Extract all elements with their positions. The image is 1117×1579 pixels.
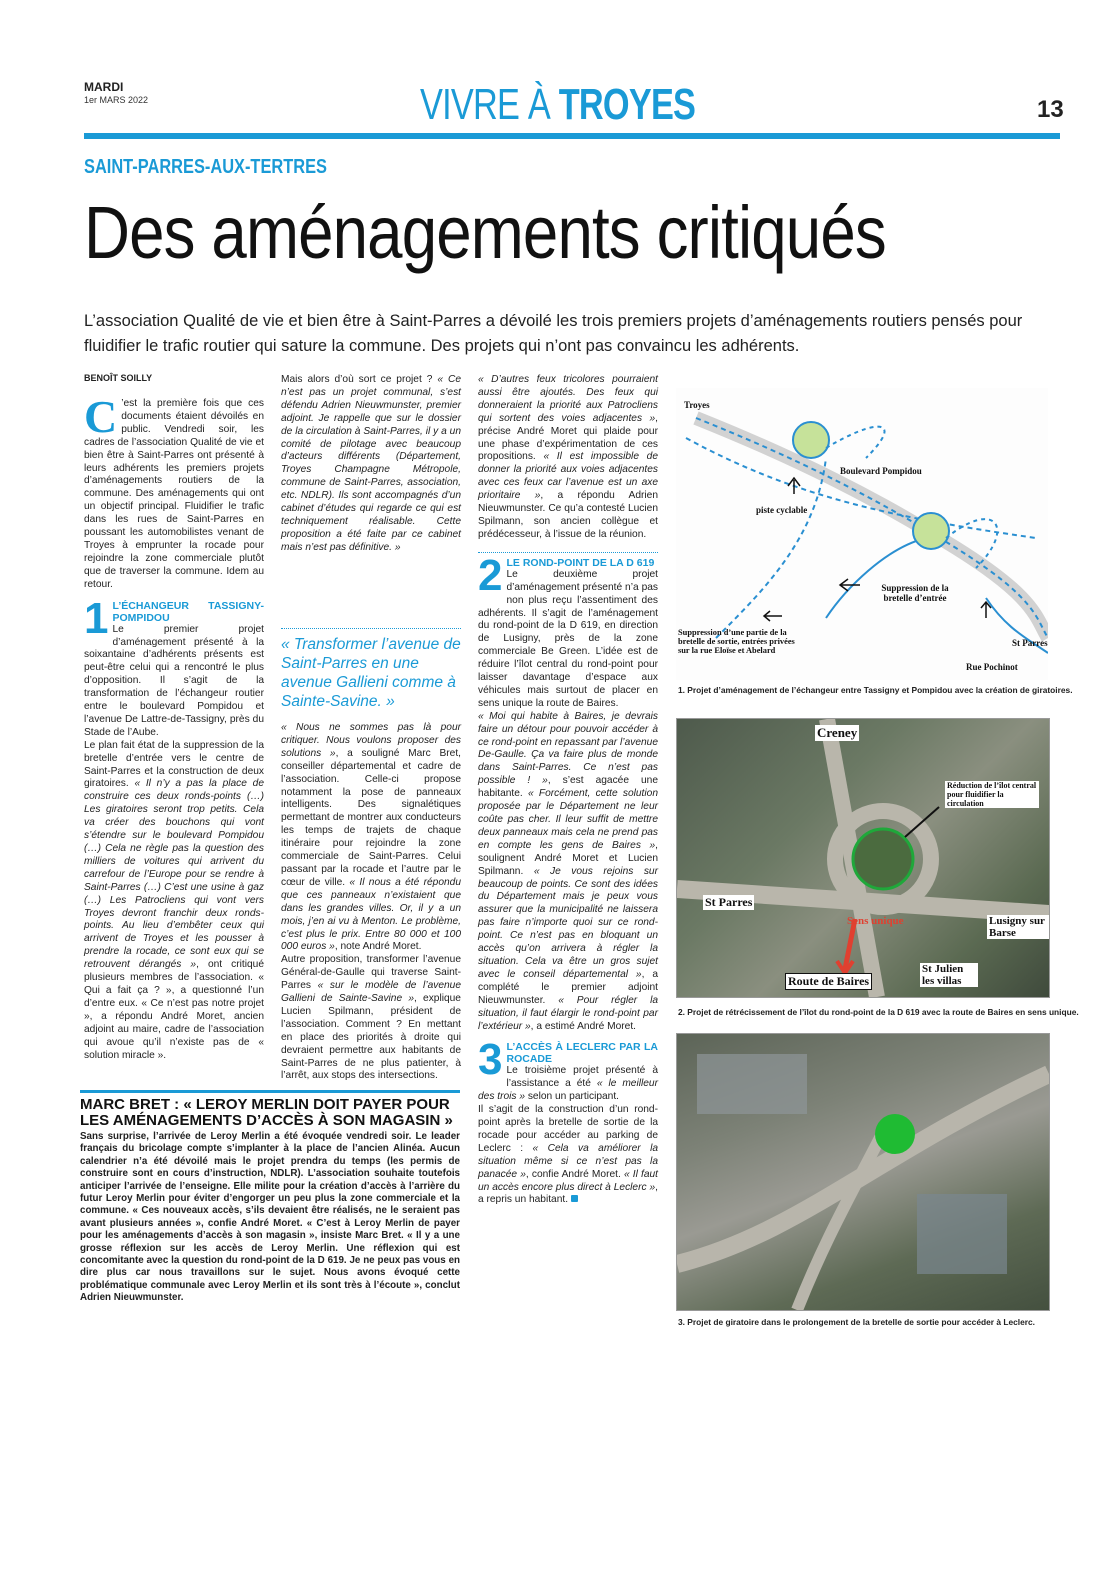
section-rubric	[420, 80, 695, 130]
rubric-city: TROYES	[558, 80, 696, 129]
section-2	[478, 552, 658, 1034]
section-3-number: 3	[478, 1035, 503, 1085]
paragraph-contestation: , a répondu Adrien Nieuwmunster. Ce qu’a contesté Lucien Spilmann, son ancien collègue et prédécesseur, à l’issue de la réunion.	[478, 490, 658, 540]
section-1-paragraph-1: Le premier projet d’aménagement présenté à la soixantaine d’adhérents présents est peut-être celui qui a rencontré le plus d’opposition. Il s’agit de la transformation de l’échangeur routier entre le boulevard Pompidou et l’avenue De Lattre-de-Tassigny, près du Stade de l’Aube.	[84, 623, 264, 738]
article-headline: Des aménagements critiqués	[84, 191, 886, 274]
section-2-quote-1: « Moi qui habite à Baires, je devrais faire un détour pour pouvoir accéder à ce rond-point en repassant par l’avenue De-Gaulle. Ça va faire plus de monde dans Saint-Parres. Ce n’est pas possible ! »	[478, 710, 658, 787]
paragraph-priorites: , explique Lucien Spilmann, président de l’association. Comment ? En mettant en place des priorités à droite qui devraient permettre aux habitants de Saint-Parres de ne plus patienter, à l’arrêt, aux stops des intersections.	[281, 993, 461, 1082]
photo-label-st-julien: St Julien les villas	[920, 963, 978, 987]
section-2-text-4: , a estimé André Moret.	[530, 1020, 636, 1032]
photo-label-creney: Creney	[817, 725, 858, 740]
quote-marc-bret: « Nous ne sommes pas là pour critiquer. Nous voulons proposer des solutions »	[281, 722, 461, 759]
photo-label-route-baires: Route de Baires	[785, 973, 872, 990]
section-3-title: L’ACCÈS À LECLERC PAR LA ROCADE	[506, 1041, 658, 1066]
issue-day: MARDI	[84, 80, 124, 94]
text-column-1	[84, 391, 264, 1062]
article-chapo: L’association Qualité de vie et bien être à Saint-Parres a dévoilé les trois premiers projets d’aménagements routiers pensés pour fluidifier le trafic routier qui sature la commune. Des projets qui n’ont pas convaincu les adhérents.	[84, 312, 1023, 355]
section-3-text-5: , a repris un habitant.	[478, 1181, 658, 1206]
sidebar-text: Sans surprise, l’arrivée de Leroy Merlin a été évoquée vendredi soir. Le leader français du bricolage compte s’implanter à la place de l’ancien Alinéa. Aucun calendrier n’a été dévoilé mais le projet prendra du temps (les permis de construire sont en cours d’instruction, NDLR). L’association souhaite toutefois anticiper l’arrivée de l’enseigne. Elle milite pour la création d’accès à l’arrière du futur Leroy Merlin pour éviter d’engorger un peu plus la zone commerciale et la commune. « Ces nouveaux accès, s’ils devaient être réalisés, ne le seraient pas avant plusieurs années », confie André Moret. « C’est à Leroy Merlin de payer pour les aménagements d’accès à son magasin », insiste Marc Bret. « Il y a une grosse réflexion sur les accès de Leroy Merlin. Une réflexion qui est concomitante avec la question du rond-point de la D 619. Je ne peux pas vous en dire plus car nous travaillons sur le sujet. Nous avons évoqué cette problématique communale avec Leroy Merlin et ils sont très à l’écoute », conclut Adrien Nieuwmunster.	[80, 1131, 460, 1304]
map-label-suppression-partie: Suppression d’une partie de la bretelle de sortie, entrées privées sur la rue Eloïse et Abelard	[678, 628, 795, 655]
section-1	[84, 593, 264, 1063]
map-label-boulevard: Boulevard Pompidou	[840, 466, 922, 476]
photo-label-reduction: Réduction de l’îlot central pour fluidifier la circulation	[945, 781, 1039, 808]
section-2-text-1: , s’est agacée une habitante.	[478, 775, 658, 800]
paragraph-note: , note André Moret.	[334, 941, 422, 953]
section-2-paragraph-1: Le deuxième projet d’aménagement présenté n’a pas non plus reçu l’assentiment des adhérents. Il s’agit de l’aménagement du rond-point de la D 619, en direction de Lusigny, près de la zone commerciale Be Green. L’idée est de réduire l’îlot central du rond-point pour laisser davantage d’espace aux véhicules mais surtout de placer en sens unique la route de Baires.	[478, 568, 658, 709]
section-2-number: 2	[478, 550, 503, 600]
section-3-text-4: , confie André Moret.	[525, 1168, 624, 1180]
section-2-text-2: , soulignent André Moret et Lucien Spilmann.	[478, 839, 658, 877]
map-label-suppression-entree: Suppression de la bretelle d’entrée	[881, 583, 949, 603]
article-kicker: SAINT-PARRES-AUX-TERTRES	[84, 156, 327, 178]
end-mark	[571, 1195, 578, 1202]
text-column-2	[281, 374, 461, 555]
section-2-quote-4: « Pour régler la situation, il faut élargir le rond-point par l’extérieur »	[478, 994, 658, 1032]
paragraph-autre-proposition: Autre proposition, transformer l’avenue Général-de-Gaulle qui traverse Saint-Parres	[281, 954, 461, 992]
page-number: 13	[1037, 96, 1064, 123]
section-2-quote-2: « Forcément, cette solution proposée par le Département ne leur coûte pas cher. Il leur suffit de mettre deux panneaux mais cela ne prend pas en compte les gens de Baires »	[478, 788, 658, 851]
section-2-text-3: , a complété le premier adjoint Nieuwmunster.	[478, 968, 658, 1006]
paragraph-experimentation: , précise André Moret qui plaide pour une phase d’expérimentation de ces propositions.	[478, 412, 658, 463]
section-1-paragraph-2a: Le plan fait état de la suppression de la bretelle d’entrée vers le centre de Saint-Parres et la construction de deux giratoires.	[84, 739, 264, 790]
section-2-title: LE ROND-POINT DE LA D 619	[506, 556, 655, 569]
section-3-quote-1: « le meilleur des trois »	[478, 1078, 658, 1103]
figure-2-aerial-photo	[676, 718, 1050, 998]
map-label-st-parres: St Parres	[1012, 638, 1048, 648]
section-1-title: L’ÉCHANGEUR TASSIGNY-POMPIDOU	[112, 599, 264, 624]
intro-paragraph: ’est la première fois que ces documents étaient dévoilés en public. Vendredi soir, les cadres de l’association Qualité de vie et bien être à Saint-Parres ont présenté à leurs adhérents les premiers projets d’aménagements routiers de la commune. Des aménagements qui ont un objectif principal. Fluidifier le trafic dans les rues de Saint-Parres en poussant les automobilistes venant de Troyes à emprunter la rocade pour rejoindre la zone commerciale plutôt que de traverser la commune. Idem au retour.	[84, 398, 264, 590]
quote-feux: « D’autres feux tricolores pourraient aussi être ajoutés. Des feux qui donneraient la priorité aux Patrocliens qui sortent des voies adjacentes »	[478, 374, 658, 424]
section-1-quote-2: « Ce n’est pas un projet communal, s’est défendu Adrien Nieuwmunster, premier adjoint. Je rappelle que sur le dossier de la circulation à Saint-Parres, il y a un comité de pilotage avec beaucoup d’acteurs différents (Département, Troyes Champagne Métropole, commune de Saint-Parres, association, etc. NDLR). Ils sont accompagnés d’un cabinet d’études qui regarde ce qui est techniquement réalisable. Cette proposition a été faite par ce cabinet mais n’est pas définitive. »	[281, 374, 461, 553]
issue-date: 1er MARS 2022	[84, 95, 149, 105]
section-1-paragraph-2c: , ont critiqué plusieurs membres de l’association. « Qui a fait ça ? », a questionné l’un d’entre eux. « Ce n’est pas notre projet », a répondu André Moret, ancien adjoint au maire, cadre de l’association qui avoue qu’il n’existe pas de « solution miracle ».	[84, 959, 264, 1061]
sidebar-box	[80, 1090, 460, 1305]
figure-2-caption: 2. Projet de rétrécissement de l’îlot du rond-point de la D 619 avec la route de Baires en sens unique.	[678, 1007, 1079, 1017]
sidebar-title: MARC BRET : « LEROY MERLIN DOIT PAYER POUR LES AMÉNAGEMENTS D’ACCÈS À SON MAGASIN »	[80, 1096, 453, 1129]
map-label-piste: piste cyclable	[756, 505, 808, 515]
photo-label-lusigny: Lusigny sur Barse	[987, 915, 1049, 939]
section-3-text-3: Il s’agit de la construction d’un rond-point après la bretelle de sortie de la rocade pour accéder au parking de Leclerc :	[478, 1104, 658, 1154]
pull-quote-text: « Transformer l’avenue de Saint-Parres en une avenue Gallieni comme à Sainte-Savine. »	[281, 636, 461, 710]
figure-1-caption: 1. Projet d’aménagement de l’échangeur entre Tassigny et Pompidou avec la création de giratoires.	[678, 685, 1073, 695]
section-3-text-1: Le troisième projet présenté à l’assistance a été	[506, 1065, 658, 1090]
map-label-troyes: Troyes	[684, 400, 710, 410]
figure-3-aerial-photo	[676, 1033, 1050, 1311]
quote-impossible: « Il est impossible de donner la priorité aux voies adjacentes avec ces feux car l’avenue est un axe prioritaire »	[478, 451, 658, 502]
map-label-rue-pochinot: Rue Pochinot	[966, 662, 1018, 672]
section-1-quote-1: « Il n’y a pas la place de construire ces deux ronds-points (…) Les giratoires seront trop petits. Cela va créer des bouchons qui vont s’étendre sur le boulevard Pompidou (…) Cela ne règle pas la question des milliers de voitures qui arrivent du carrefour de l’Europe pour se rendre à Saint-Parres (…) C’est une usine à gaz (…) Les Patrocliens qui vont vers Troyes devront franchir deux ronds-points. Au lieu d’embêter ceux qui arrivent de Troyes et les pousser à prendre la rocade, ce sont eux qui se retrouvent dérangés »	[84, 778, 264, 971]
header-rule	[84, 133, 1060, 139]
quote-gallieni: « sur le modèle de l’avenue Gallieni de Sainte-Savine »	[281, 980, 462, 1005]
rubric-prefix: VIVRE À	[420, 80, 550, 129]
photo-label-sens-unique: Sens unique	[847, 915, 904, 927]
section-3-quote-2: « Cela va améliorer la situation même si ce n’est pas la panacée »	[478, 1142, 658, 1180]
quote-menton: « Il nous a été répondu que ces panneaux n’existaient que dans les grandes villes. Or, il y a un mois, j’en ai vu à Menton. Le problème, c’est plus le prix. Entre 80 000 et 100 000 euros »	[281, 876, 461, 953]
section-2-quote-3: « Je vous rejoins sur beaucoup de points. Ce sont des idées du Département mais je peux vous assurer que la municipalité ne laissera pas faire n’importe quoi sur ce rond-point. Ce n’est pas en bloquant un accès qu’on arrivera à régler la situation. Cela va être un gros sujet avec le conseil départemental »	[478, 865, 658, 980]
text-column-3	[478, 374, 658, 1207]
pull-quote	[281, 628, 461, 711]
leclerc-access-photo	[677, 1034, 1049, 1310]
section-1-number: 1	[84, 593, 109, 643]
figure-1-map	[676, 388, 1048, 680]
photo-label-st-parres: St Parres	[705, 895, 753, 909]
dropcap: C	[84, 391, 118, 442]
text-column-2b	[281, 722, 461, 1083]
section-3-quote-3: « Il faut un accès encore plus direct à Leclerc »	[478, 1168, 658, 1193]
roundabout-d619-photo	[677, 719, 1049, 997]
figure-3-caption: 3. Projet de giratoire dans le prolongement de la bretelle de sortie pour accéder à Leclerc.	[678, 1317, 1035, 1327]
article-byline: BENOÎT SOILLY	[84, 373, 153, 383]
paragraph-panneaux: , a souligné Marc Bret, conseiller départemental et cadre de l’association. Celle-ci propose notamment la pose de panneaux intelligents. Des signalétiques permettant de montrer aux conducteurs les temps de trajets de chaque itinéraire pour rejoindre la zone commerciale de Saint-Parres. Celui passant par la rocade et l’autre par le cœur de ville.	[281, 747, 461, 888]
section-3	[478, 1035, 658, 1207]
section-3-text-2: selon un participant.	[525, 1091, 620, 1103]
section-1-paragraph-3a: Mais alors d’où sort ce projet ?	[281, 374, 438, 385]
